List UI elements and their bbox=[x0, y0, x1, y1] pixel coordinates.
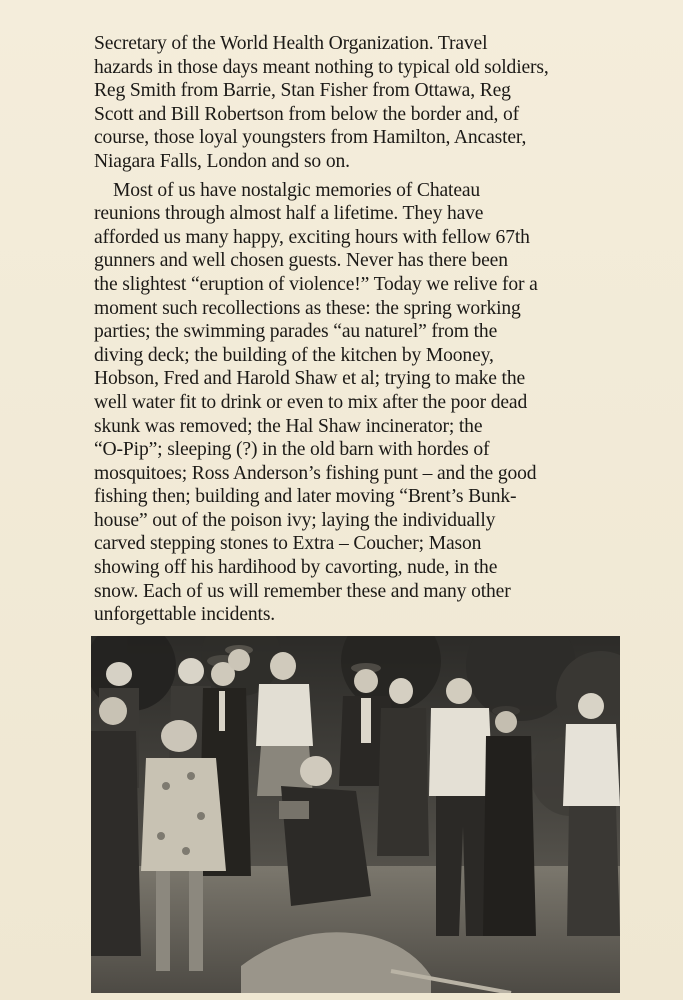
person-far-right bbox=[563, 693, 620, 936]
text-line: course, those loyal youngsters from Hamilton, Ancaster, bbox=[94, 127, 527, 149]
body-text bbox=[94, 32, 594, 627]
paragraph-1 bbox=[94, 32, 594, 174]
text-line: gunners and well chosen guests. Never has there been bbox=[94, 250, 508, 272]
person-right-hat bbox=[483, 706, 536, 936]
text-line: Niagara Falls, London and so on. bbox=[94, 150, 350, 172]
text-line: parties; the swimming parades “au naturel” from the bbox=[94, 321, 498, 343]
text-line: unforgettable incidents. bbox=[94, 604, 276, 626]
text-line: moment such recollections as these: the spring working bbox=[94, 297, 521, 319]
group-photograph bbox=[91, 636, 620, 993]
text-line: diving deck; the building of the kitchen by Mooney, bbox=[94, 344, 494, 366]
text-line: Scott and Bill Robertson from below the border and, of bbox=[94, 103, 520, 125]
person-left-2 bbox=[91, 697, 141, 956]
text-line: house” out of the poison ivy; laying the individually bbox=[94, 509, 496, 531]
text-line: mosquitoes; Ross Anderson’s fishing punt – and the good bbox=[94, 462, 537, 484]
text-line: Hobson, Fred and Harold Shaw et al; trying to make the bbox=[94, 368, 526, 390]
text-line: Reg Smith from Barrie, Stan Fisher from Ottawa, Reg bbox=[94, 80, 511, 102]
paragraph-2 bbox=[94, 179, 594, 627]
text-line: carved stepping stones to Extra – Coucher; Mason bbox=[94, 533, 482, 555]
text-line: hazards in those days meant nothing to typical old soldiers, bbox=[94, 56, 549, 78]
text-line: fishing then; building and later moving “Brent’s Bunk- bbox=[94, 486, 517, 508]
text-line: reunions through almost half a lifetime. They have bbox=[94, 203, 484, 225]
text-line: Secretary of the World Health Organization. Travel bbox=[94, 33, 488, 54]
text-line: “O-Pip”; sleeping (?) in the old barn with hordes of bbox=[94, 439, 490, 461]
text-line: snow. Each of us will remember these and many other bbox=[94, 580, 511, 602]
text-line: skunk was removed; the Hal Shaw incinerator; the bbox=[94, 415, 483, 437]
text-line: well water fit to drink or even to mix after the poor dead bbox=[94, 391, 528, 413]
text-line: the slightest “eruption of violence!” Today we relive for a bbox=[94, 273, 538, 295]
text-line: afforded us many happy, exciting hours with fellow 67th bbox=[94, 226, 530, 248]
text-line: Most of us have nostalgic memories of Chateau bbox=[113, 179, 481, 201]
text-line: showing off his hardihood by cavorting, nude, in the bbox=[94, 557, 498, 579]
